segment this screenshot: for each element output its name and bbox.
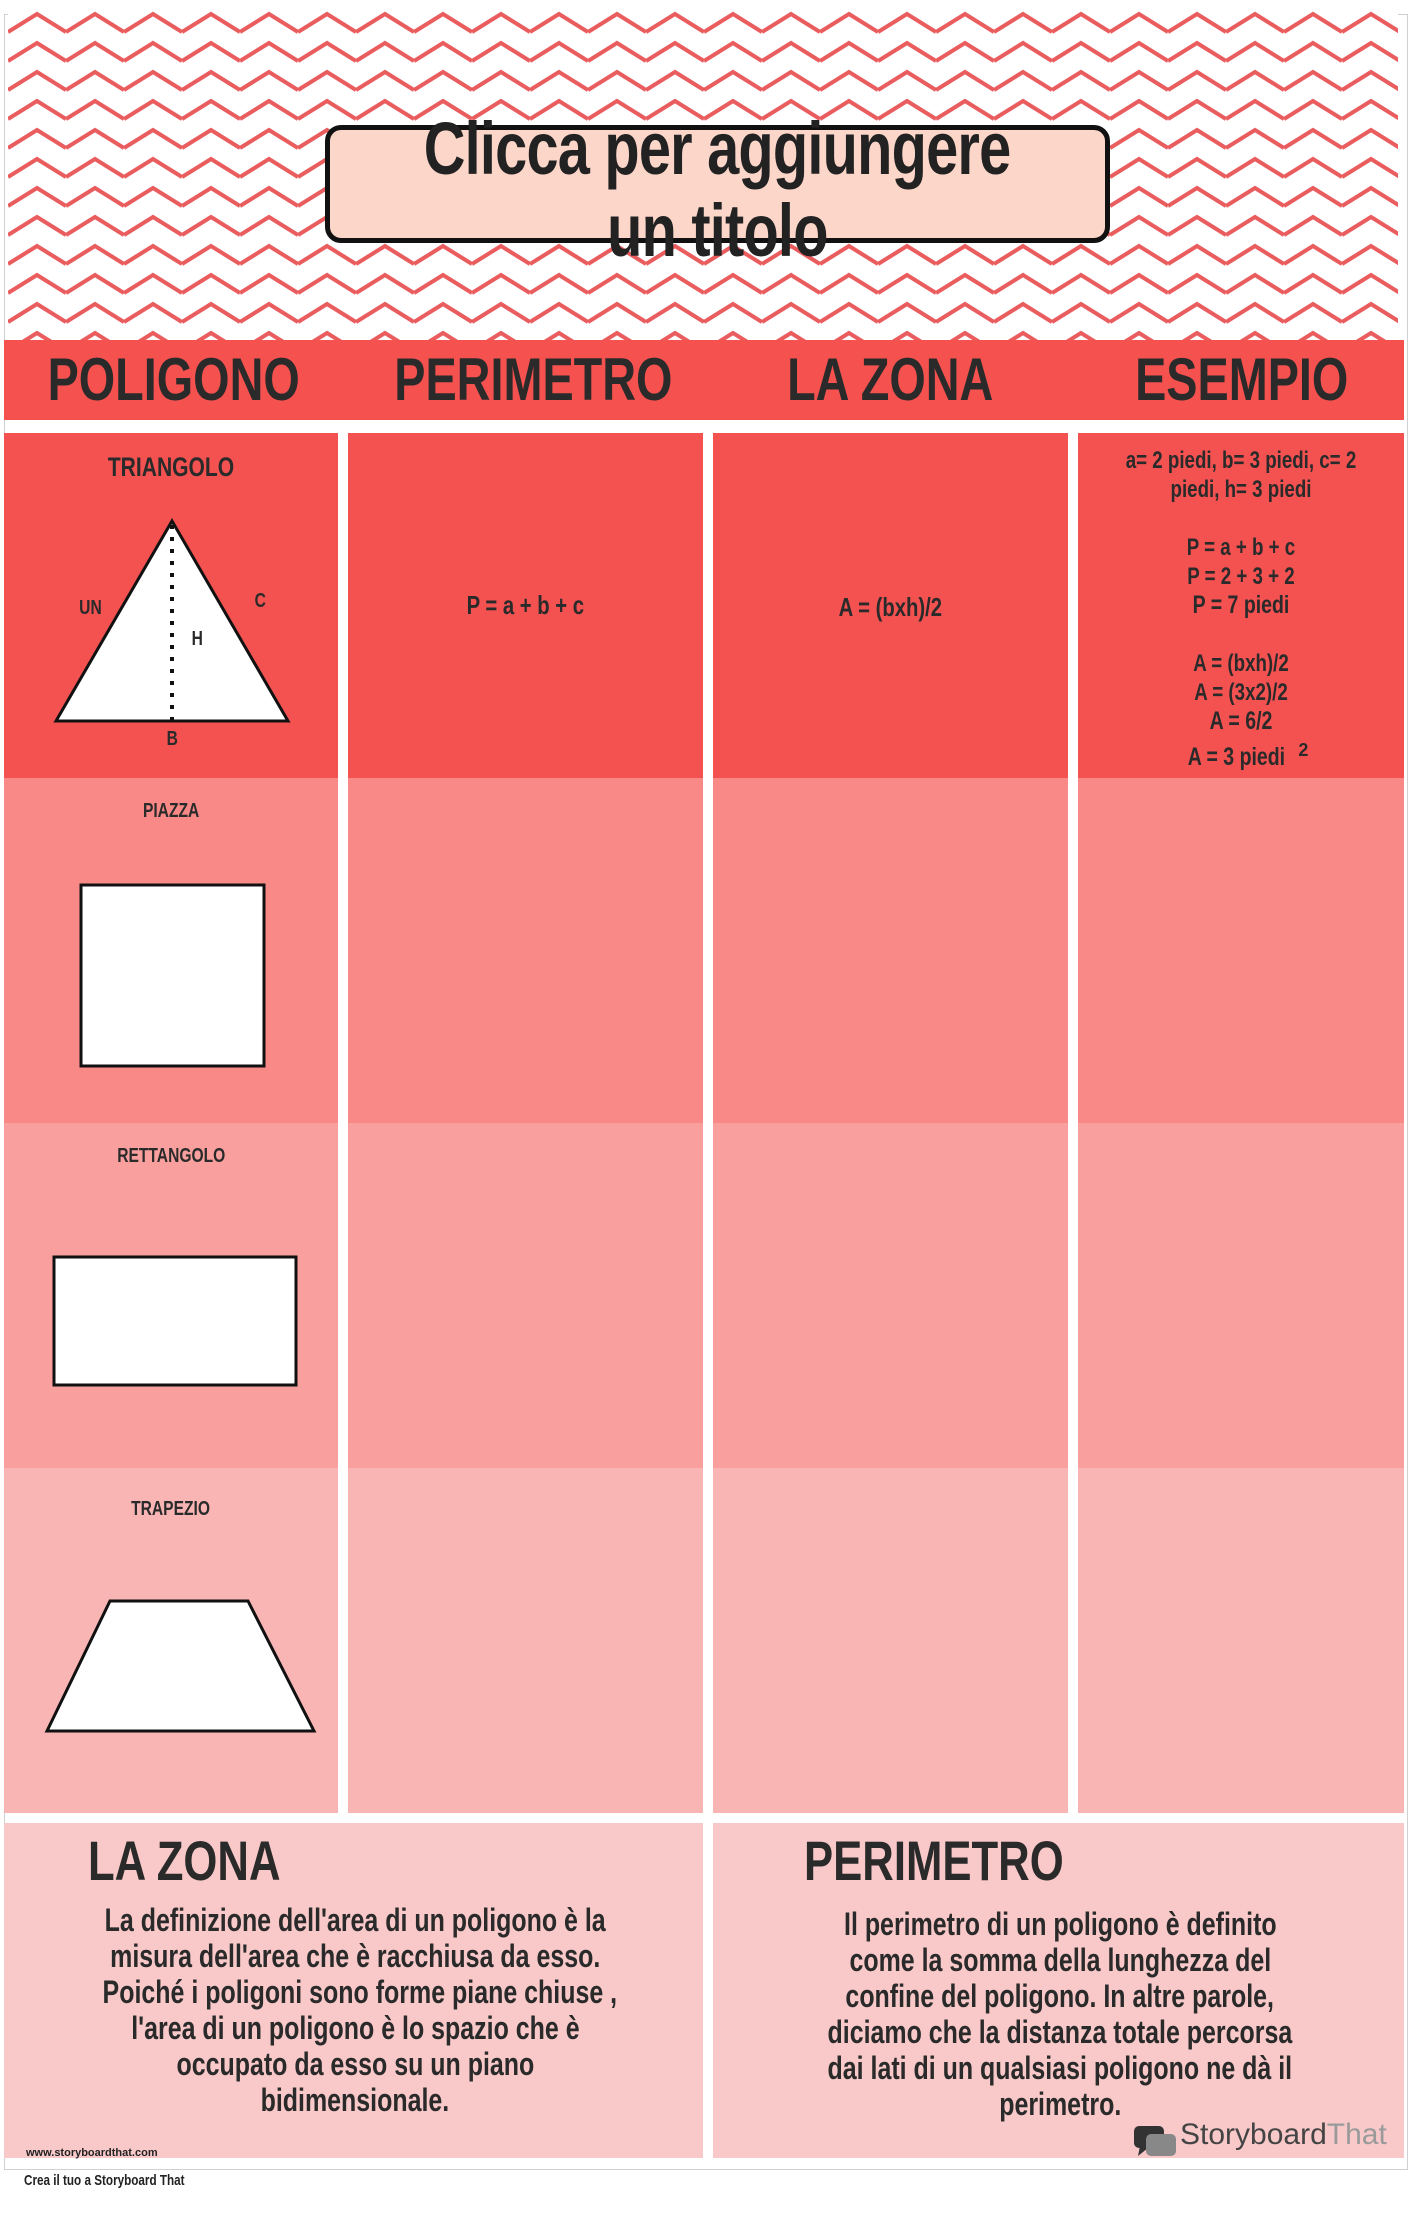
triangolo-height: H bbox=[191, 628, 203, 650]
perimetro-title: PERIMETRO bbox=[804, 1829, 1064, 1892]
example-a3: A = 6/2 bbox=[1209, 707, 1273, 735]
piazza-label: PIAZZA bbox=[142, 800, 200, 822]
cell-rettangolo-zona bbox=[713, 1123, 1068, 1468]
storyboardthat-url[interactable]: www.storyboardthat.com bbox=[26, 2147, 158, 2159]
example-a2: A = (3x2)/2 bbox=[1194, 679, 1288, 706]
cell-trapezio-perimetro bbox=[348, 1468, 703, 1813]
storyboardthat-logo-text[interactable]: StoryboardThat bbox=[1180, 2118, 1387, 2151]
triangolo-side-c: C bbox=[254, 590, 266, 612]
example-a4-exponent: 2 bbox=[1298, 740, 1309, 760]
trapezio-label: TRAPEZIO bbox=[131, 1498, 211, 1520]
cell-piazza-esempio bbox=[1078, 778, 1404, 1123]
example-p3: P = 7 piedi bbox=[1192, 591, 1290, 619]
title-line-1: Clicca per aggiungere bbox=[424, 107, 1011, 190]
triangolo-label: TRIANGOLO bbox=[107, 452, 235, 482]
trapezoid-shape bbox=[44, 1598, 319, 1736]
header-zona: LA ZONA bbox=[786, 346, 994, 413]
zona-title: LA ZONA bbox=[88, 1829, 281, 1892]
triangolo-perimetro-formula: P = a + b + c bbox=[466, 590, 585, 620]
cell-rettangolo-perimetro bbox=[348, 1123, 703, 1468]
example-p1: P = a + b + c bbox=[1186, 534, 1296, 561]
cell-trapezio-esempio bbox=[1078, 1468, 1404, 1813]
header-perimetro: PERIMETRO bbox=[394, 346, 673, 413]
page-title[interactable] bbox=[325, 108, 1110, 272]
square-shape bbox=[78, 882, 268, 1072]
zona-text: La definizione dell'area di un poligono è la misura dell'area che è racchiusa da esso. Poiché i poligoni sono forme piane chiuse , l'area di un poligono è lo spazio che è occupato da esso su un piano bidimensionale. bbox=[102, 1902, 618, 2118]
rectangle-shape bbox=[52, 1255, 300, 1389]
header-esempio: ESEMPIO bbox=[1135, 346, 1349, 413]
cell-trapezio-zona bbox=[713, 1468, 1068, 1813]
triangle-shape bbox=[50, 515, 300, 730]
cell-piazza-zona bbox=[713, 778, 1068, 1123]
cell-rettangolo-esempio bbox=[1078, 1123, 1404, 1468]
example-a4: A = 3 piedi bbox=[1187, 743, 1285, 771]
example-block bbox=[1078, 446, 1404, 772]
example-given-1: a= 2 piedi, b= 3 piedi, c= 2 bbox=[1125, 447, 1357, 474]
rettangolo-label: RETTANGOLO bbox=[116, 1145, 226, 1167]
perimetro-text: Il perimetro di un poligono è definito come la somma della lunghezza del confine del poligono. In altre parole, diciamo che la distanza totale percorsa dai lati di un qualsiasi poligono ne dà il perimetro. bbox=[827, 1906, 1293, 2122]
credit-line[interactable]: Crea il tuo a Storyboard That bbox=[24, 2172, 185, 2189]
triangolo-side-a: UN bbox=[78, 597, 102, 619]
example-given-2: piedi, h= 3 piedi bbox=[1170, 476, 1312, 503]
cell-piazza-perimetro bbox=[348, 778, 703, 1123]
triangolo-zona-formula: A = (bxh)/2 bbox=[838, 592, 943, 622]
example-a1: A = (bxh)/2 bbox=[1193, 650, 1289, 677]
title-line-2: un titolo bbox=[607, 189, 828, 272]
example-p2: P = 2 + 3 + 2 bbox=[1187, 563, 1295, 590]
example-a4-line bbox=[1078, 736, 1404, 772]
triangolo-base: B bbox=[166, 728, 178, 750]
header-poligono: POLIGONO bbox=[47, 346, 301, 413]
